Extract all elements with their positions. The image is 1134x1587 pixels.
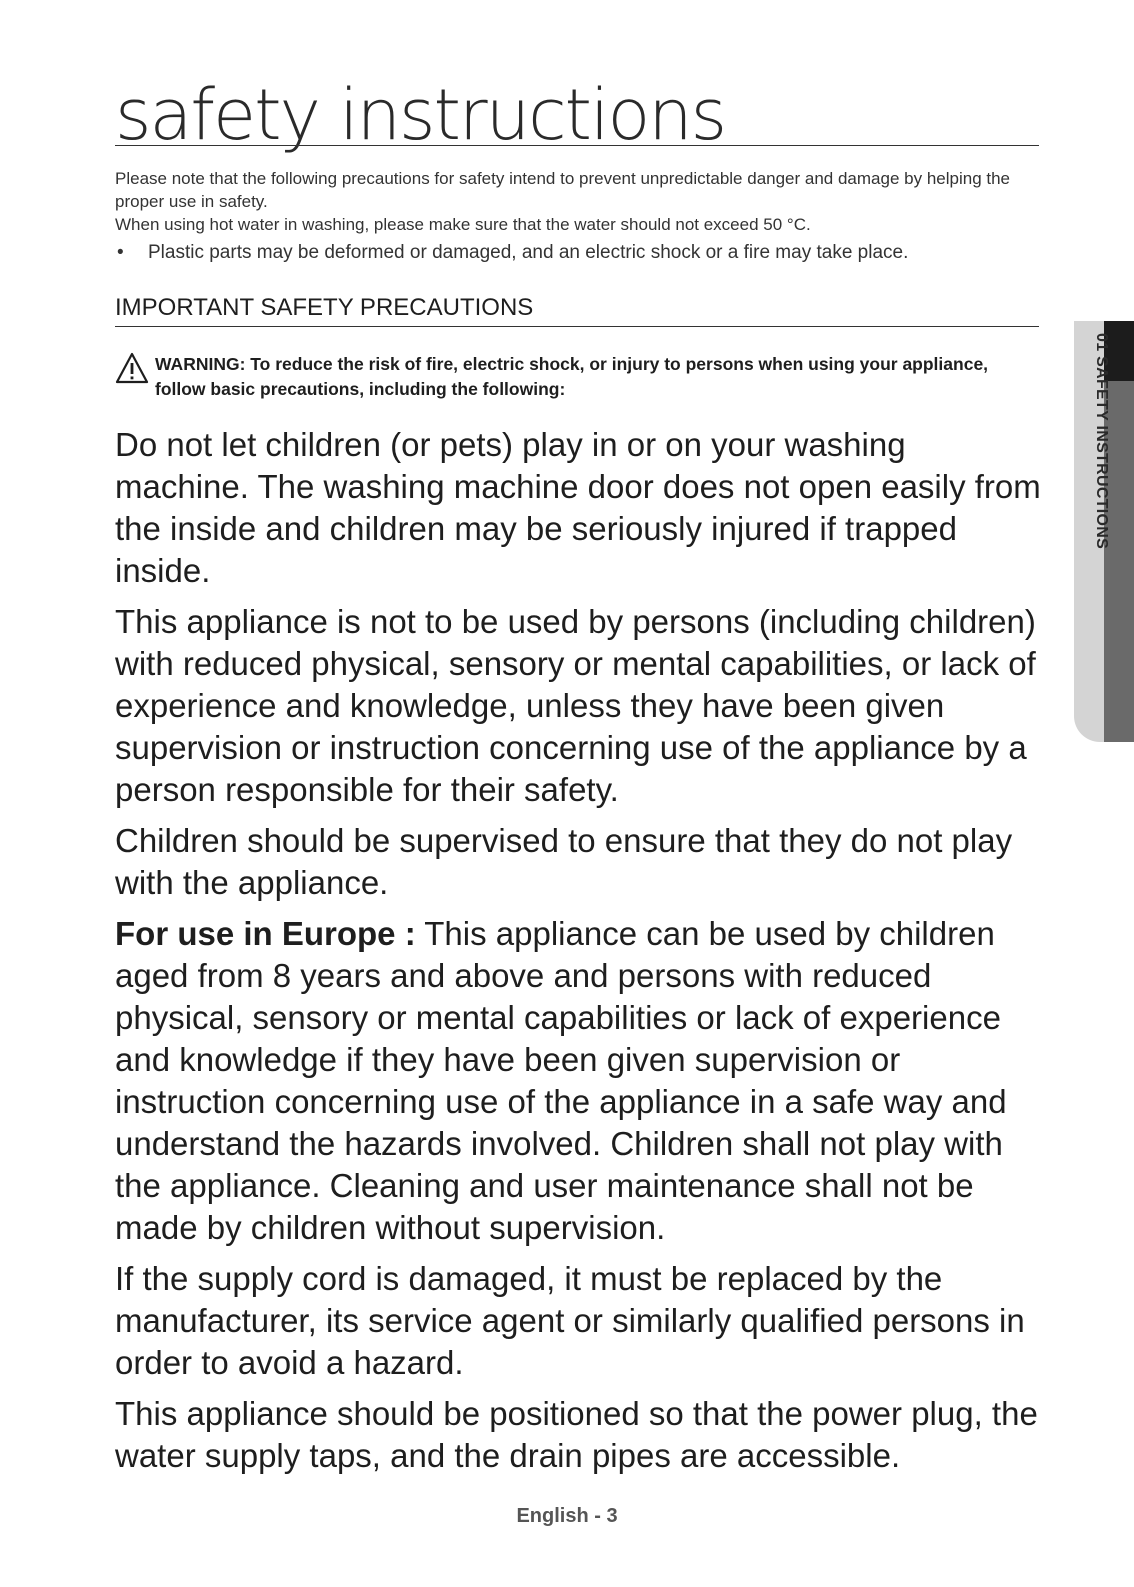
warning-block — [115, 352, 1039, 402]
precaution-europe — [115, 913, 1045, 1249]
intro-block — [115, 167, 1045, 266]
chapter-side-tab-label: 01 SAFETY INSTRUCTIONS — [1093, 333, 1110, 550]
precaution-supply-cord: If the supply cord is damaged, it must be replaced by the manufacturer, its service agent or similarly qualified persons in order to avoid a hazard. — [115, 1260, 1025, 1381]
page-title: safety instructions — [115, 74, 726, 156]
intro-bullet-item — [115, 240, 1045, 266]
page-footer: English - 3 — [516, 1505, 618, 1527]
europe-label: For use in Europe : — [115, 915, 416, 952]
europe-text: This appliance can be used by children aged from 8 years and above and persons with reduced physical, sensory or mental capabilities or lack of experience and knowledge if they have been given supervision or instruction concerning use of the appliance in a safe way and understand the hazards involved. Children shall not play with the appliance. Cleaning and user maintenance shall not be made by children without supervision. — [115, 915, 1007, 1246]
precaution-supervise-children: Children should be supervised to ensure that they do not play with the appliance. — [115, 822, 1013, 901]
precaution-reduced-capabilities: This appliance is not to be used by persons (including children) with reduced physical, sensory or mental capabilities, or lack of experience and knowledge, unless they have been given supervision or instruction concerning use of the appliance by a person responsible for their safety. — [115, 603, 1036, 808]
warning-text: WARNING: To reduce the risk of fire, electric shock, or injury to persons when using your appliance, follow basic precautions, including the following: — [155, 354, 989, 399]
bullet-text: Plastic parts may be deformed or damaged, and an electric shock or a fire may take place. — [148, 242, 909, 263]
precaution-positioning: This appliance should be positioned so that the power plug, the water supply taps, and the drain pipes are accessible. — [115, 1395, 1038, 1474]
intro-hot-water-note: When using hot water in washing, please make sure that the water should not exceed 50 °C. — [115, 215, 811, 234]
precautions-body — [115, 424, 1045, 1486]
warning-triangle-icon — [115, 352, 155, 402]
intro-precaution-note: Please note that the following precautions for safety intend to prevent unpredictable danger and damage by helping the proper use in safety. — [115, 169, 1010, 211]
title-divider — [115, 145, 1039, 146]
precaution-children-pets: Do not let children (or pets) play in or on your washing machine. The washing machine door does not open easily from the inside and children may be seriously injured if trapped inside. — [115, 426, 1041, 589]
section-heading: IMPORTANT SAFETY PRECAUTIONS — [115, 294, 1039, 327]
bullet-dot: • — [117, 242, 124, 263]
